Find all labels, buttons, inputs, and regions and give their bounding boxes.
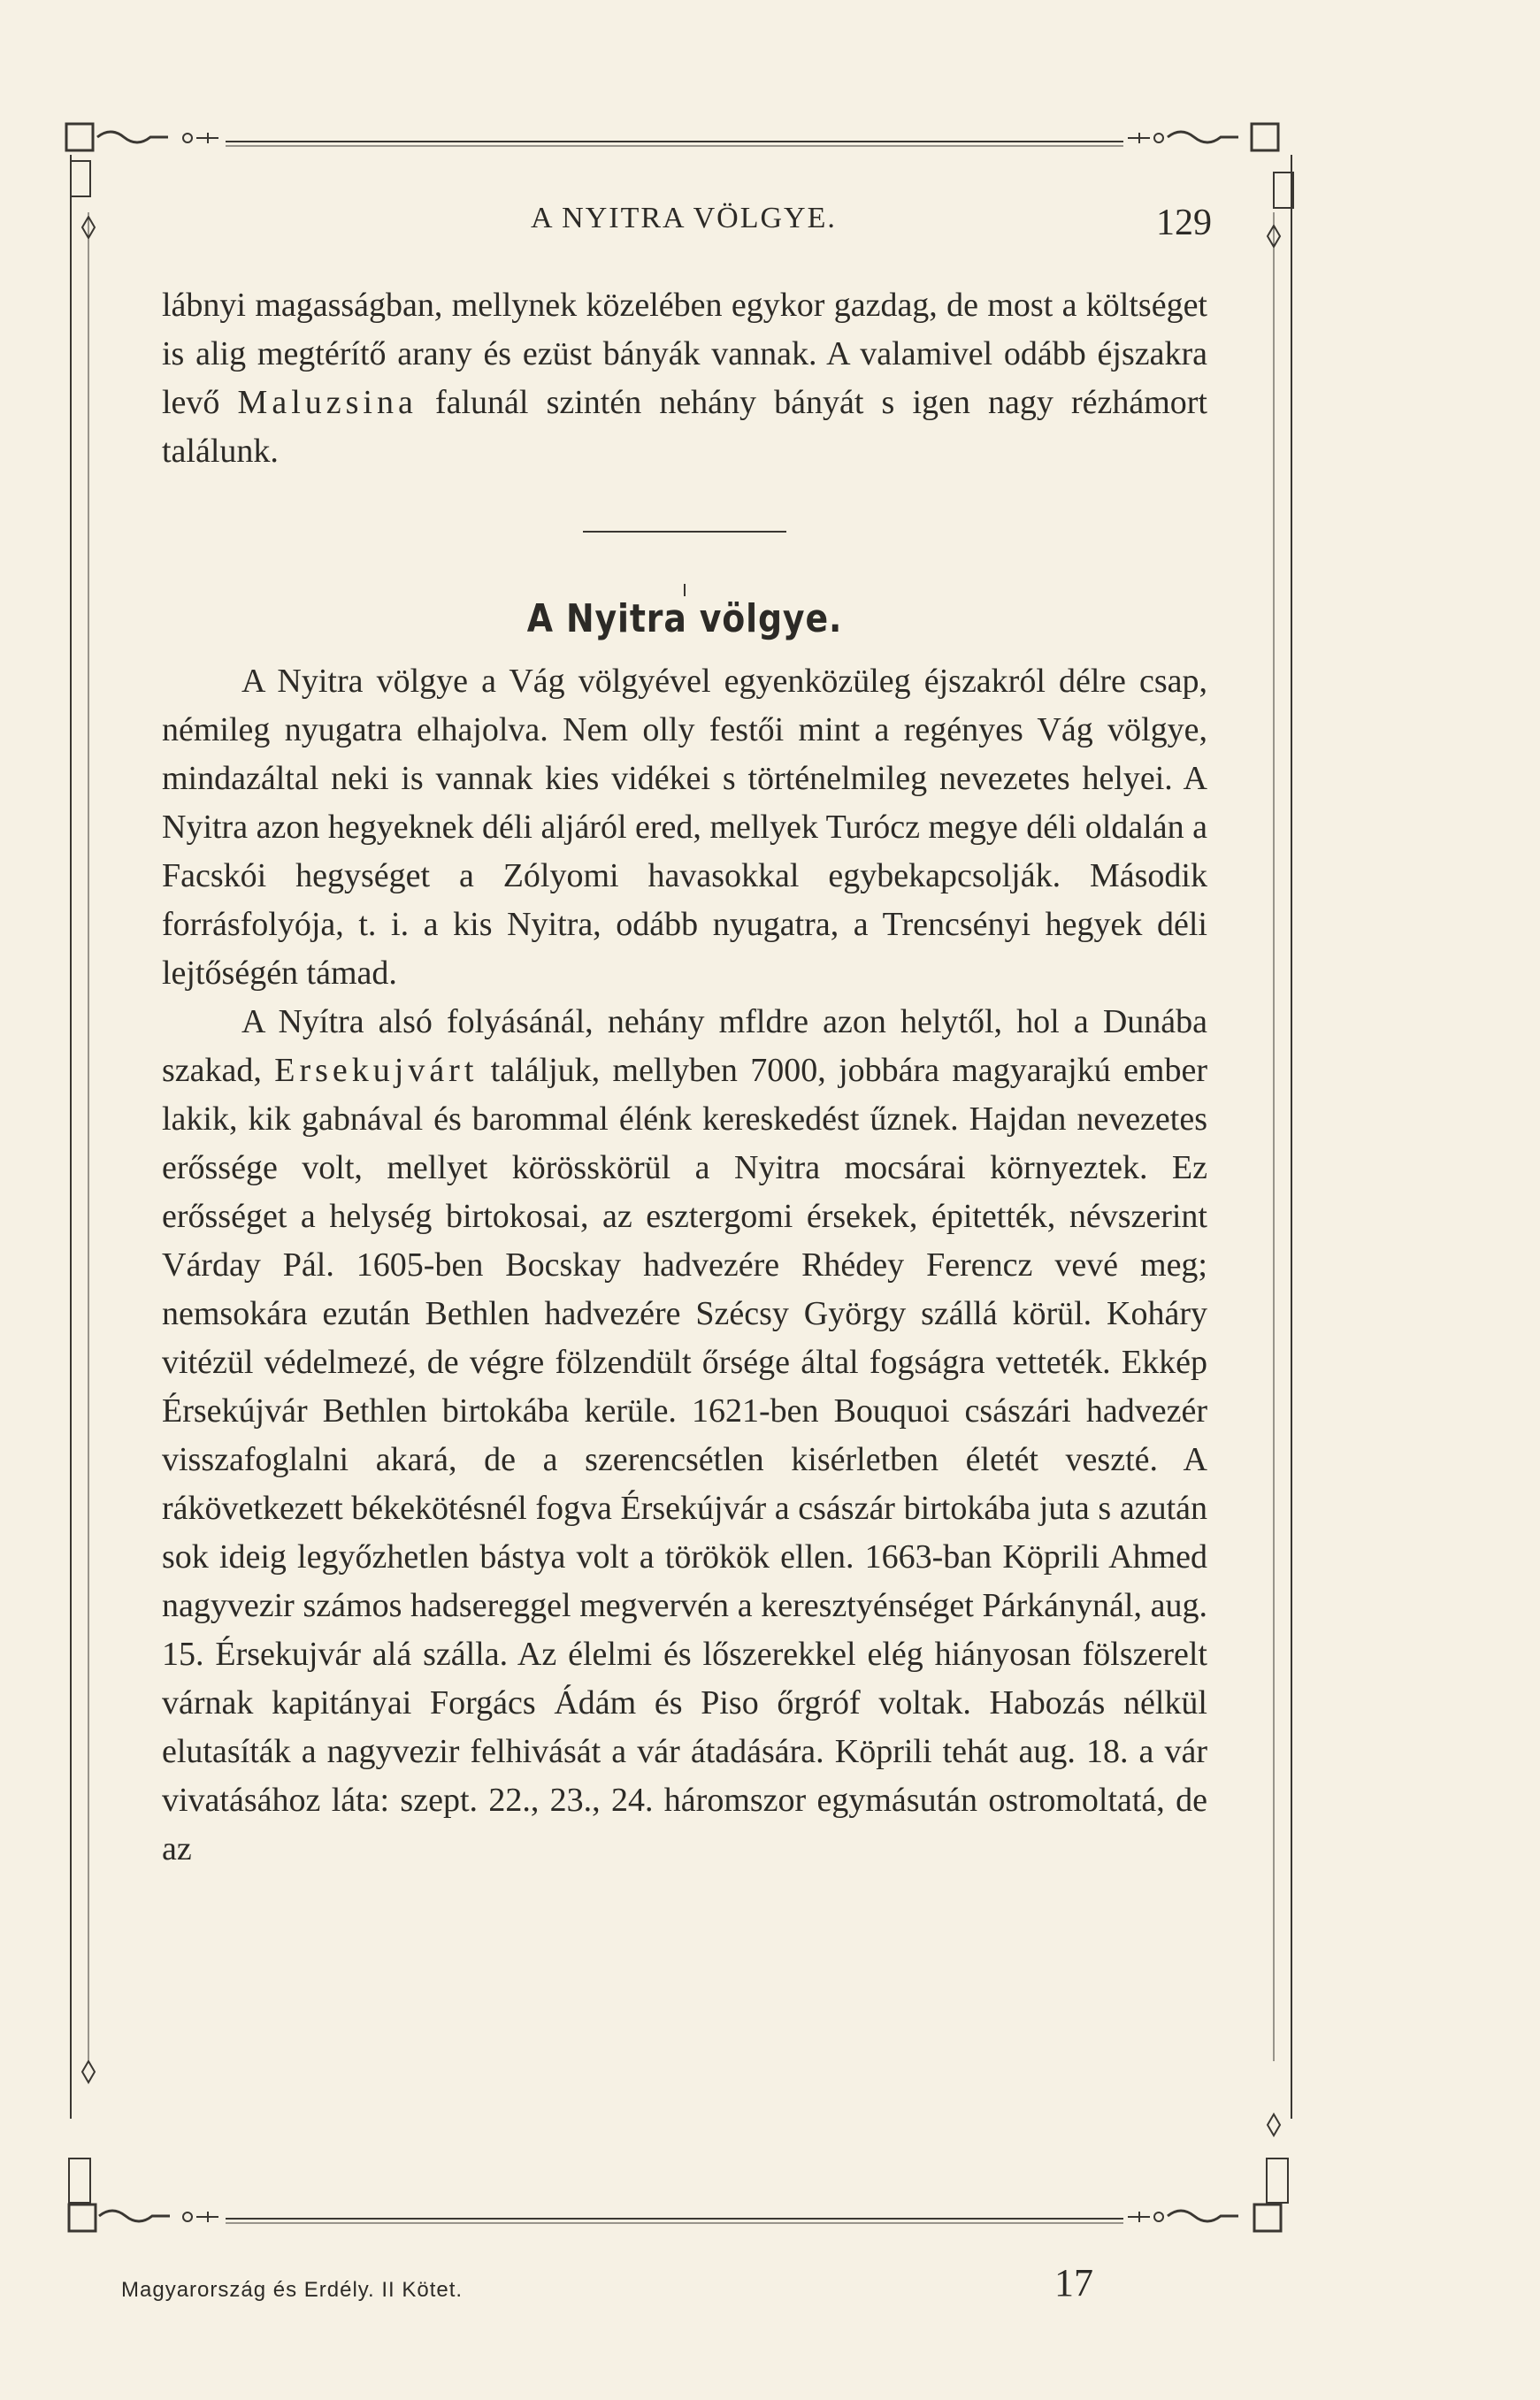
intro-tail: falunál szintén nehány bányát s igen nagy rézhámort találunk. bbox=[162, 384, 1207, 470]
paragraph-2 bbox=[162, 998, 1207, 1874]
book-title: Magyarország és Erdély. II Kötet. bbox=[121, 2278, 464, 2302]
intro-paragraph bbox=[162, 281, 1207, 476]
body-text bbox=[162, 281, 1207, 1874]
paragraph-1: A Nyitra völgye a Vág völgyével egyenközüleg éjszakról délre csap, némileg nyugatra elhajolva. Nem olly festői mint a regényes Vág völgye, mindazáltal neki is vannak kies vidékei s történelmileg nevezetes helyei. A Nyitra azon hegyeknek déli aljáról ered, mellyek Turócz megye déli oldalán a Facskói hegységet a Zólyomi havasokkal egybekapcsolják. Második forrásfolyója, t. i. a kis Nyitra, odább nyugatra, a Trencsényi hegyek déli lejtőségén támad. bbox=[162, 663, 1207, 992]
page-number: 129 bbox=[1156, 203, 1212, 243]
paragraph-2-rest: találjuk, mellyben 7000, jobbára magyarajkú ember lakik, kik gabnával és barommal élénk kereskedést űznek. Hajdan nevezetes erőssége volt, mellyet körösskörül a Nyitra mocsárai környeztek. Ez erősséget a helység birtokosai, az esztergomi érsekek, épitették, névszerint Várday Pál. 1605-ben Bocskay hadvezére Rhédey Ferencz vevé meg; nemsokára ezután Bethlen hadvezére Szécsy György szállá körül. Koháry vitézül védelmezé, de végre fölzendült őrsége által fogságra vetteték. Ekkép Érsekújvár Bethlen birtokába kerüle. 1621-ben Bouquoi császári hadvezér visszafoglalni akará, de a szerencsétlen kisérletben életét veszté. A rákövetkezett békekötésnél fogva Érsekújvár a császár birtokába juta s azután sok ideig legyőzhetlen bástya volt a törökök ellen. 1663-ban Köprili Ahmed nagyvezir számos hadsereggel megvervén a keresztyénséget Párkánynál, aug. 15. Érsekujvár alá szálla. Az élelmi és lőszerekkel elég hiányosan fölszerelt várnak kapitányai Forgács Ádám és Piso őrgróf voltak. Habozás nélkül elutasíták a nagyvezir felhivását a vár átadására. Köprili tehát aug. 18. a vár vivatásához láta: szept. 22., 23., 24. háromszor egymásután ostromoltatá, de az bbox=[162, 1052, 1208, 1867]
running-title: A NYITRA VÖLGYE. bbox=[531, 202, 837, 234]
left-border bbox=[69, 155, 95, 2203]
top-border bbox=[66, 124, 1278, 150]
section-divider-tick bbox=[684, 584, 686, 596]
bottom-border bbox=[69, 2204, 1281, 2231]
footer bbox=[121, 2260, 1094, 2313]
signature-number: 17 bbox=[1054, 2261, 1093, 2304]
section-divider bbox=[583, 531, 786, 533]
paragraph-2-start: A Nyítra alsó folyásánál, nehány mfldre azon helytől, hol a Dunába szakad, bbox=[162, 1003, 1207, 1089]
intro-place-name: Maluzsina bbox=[237, 384, 418, 421]
section-title: A Nyitra völgye. bbox=[526, 596, 843, 641]
right-border bbox=[1267, 155, 1293, 2203]
running-head bbox=[159, 202, 1212, 255]
intro-text: lábnyi magasságban, mellynek közelében egykor gazdag, de most a költséget is alig megtérítő arany és ezüst bányák vannak. A valamivel odább éjszakra levő bbox=[162, 287, 1207, 421]
paragraph-2-place-name: Ersekujvárt bbox=[274, 1052, 479, 1089]
